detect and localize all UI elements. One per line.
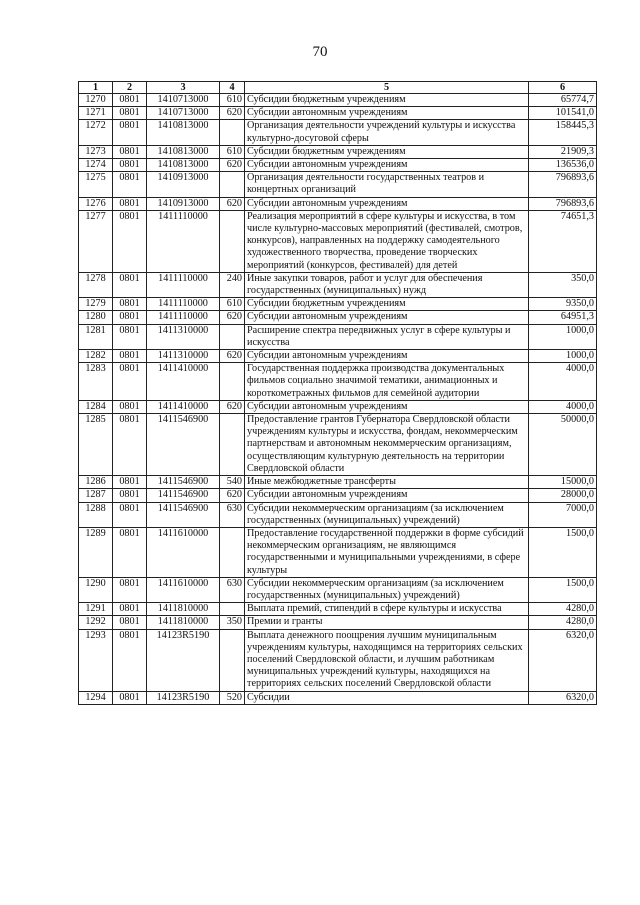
table-row [79,527,597,577]
item-name: Субсидии автономным учреждениям [245,159,529,172]
expense-kind: 620 [220,489,245,502]
expense-kind: 620 [220,159,245,172]
table-row [79,363,597,401]
section-code: 0801 [113,691,147,704]
section-code: 0801 [113,527,147,577]
target-code: 1410813000 [147,145,220,158]
expense-kind [220,120,245,145]
header-col-5: 5 [245,82,529,94]
item-name: Субсидии автономным учреждениям [245,350,529,363]
amount: 65774,7 [529,94,597,107]
section-code: 0801 [113,414,147,476]
expense-kind [220,363,245,401]
table-row [79,210,597,272]
expense-kind: 620 [220,311,245,324]
section-code: 0801 [113,145,147,158]
table-row [79,691,597,704]
item-name: Субсидии автономным учреждениям [245,311,529,324]
row-number: 1290 [79,577,113,602]
table-row [79,107,597,120]
row-number: 1278 [79,272,113,297]
table-row [79,577,597,602]
table-row [79,120,597,145]
amount: 136536,0 [529,159,597,172]
expense-kind: 610 [220,145,245,158]
section-code: 0801 [113,400,147,413]
header-col-6: 6 [529,82,597,94]
amount: 28000,0 [529,489,597,502]
expense-kind: 540 [220,476,245,489]
table-row [79,603,597,616]
target-code: 1410913000 [147,197,220,210]
expense-kind: 240 [220,272,245,297]
expense-kind [220,414,245,476]
item-name: Субсидии [245,691,529,704]
target-code: 14123R5190 [147,691,220,704]
row-number: 1291 [79,603,113,616]
section-code: 0801 [113,311,147,324]
section-code: 0801 [113,107,147,120]
section-code: 0801 [113,120,147,145]
amount: 4000,0 [529,363,597,401]
item-name: Выплата денежного поощрения лучшим муниципальным учреждениям культуры, находящимся на территориях сельских поселений Свердловской области, и лучшим работникам муниципальных учреждений культуры, находящихся на территориях сельских поселений Свердловской области [245,629,529,691]
table-row [79,502,597,527]
target-code: 1411810000 [147,603,220,616]
item-name: Иные закупки товаров, работ и услуг для обеспечения государственных (муниципальных) нужд [245,272,529,297]
item-name: Субсидии некоммерческим организациям (за исключением государственных (муниципальных) учреждений) [245,577,529,602]
table-row [79,311,597,324]
target-code: 1411546900 [147,502,220,527]
section-code: 0801 [113,324,147,349]
row-number: 1279 [79,298,113,311]
target-code: 1411546900 [147,489,220,502]
row-number: 1285 [79,414,113,476]
section-code: 0801 [113,159,147,172]
item-name: Субсидии автономным учреждениям [245,197,529,210]
table-row [79,272,597,297]
amount: 9350,0 [529,298,597,311]
item-name: Премии и гранты [245,616,529,629]
table-row [79,616,597,629]
table-row [79,414,597,476]
section-code: 0801 [113,94,147,107]
header-col-4: 4 [220,82,245,94]
table-row [79,324,597,349]
item-name: Выплата премий, стипендий в сфере культуры и искусства [245,603,529,616]
row-number: 1284 [79,400,113,413]
expense-kind [220,172,245,197]
expense-kind [220,527,245,577]
amount: 101541,0 [529,107,597,120]
table-row [79,159,597,172]
target-code: 1411810000 [147,616,220,629]
section-code: 0801 [113,298,147,311]
row-number: 1281 [79,324,113,349]
target-code: 1411610000 [147,527,220,577]
section-code: 0801 [113,476,147,489]
item-name: Субсидии бюджетным учреждениям [245,94,529,107]
row-number: 1275 [79,172,113,197]
row-number: 1283 [79,363,113,401]
expense-kind: 610 [220,94,245,107]
target-code: 1411610000 [147,577,220,602]
target-code: 1411546900 [147,476,220,489]
expense-kind: 610 [220,298,245,311]
amount: 64951,3 [529,311,597,324]
amount: 1000,0 [529,350,597,363]
row-number: 1293 [79,629,113,691]
section-code: 0801 [113,577,147,602]
amount: 796893,6 [529,197,597,210]
amount: 15000,0 [529,476,597,489]
row-number: 1276 [79,197,113,210]
row-number: 1286 [79,476,113,489]
expense-kind [220,629,245,691]
expense-kind: 620 [220,197,245,210]
table-row [79,145,597,158]
section-code: 0801 [113,489,147,502]
target-code: 1411110000 [147,311,220,324]
row-number: 1273 [79,145,113,158]
item-name: Государственная поддержка производства документальных фильмов социально значимой тематики, анимационных и короткометражных фильмов для семейной аудитории [245,363,529,401]
expense-kind: 620 [220,400,245,413]
expense-kind [220,603,245,616]
item-name: Субсидии автономным учреждениям [245,107,529,120]
target-code: 1411546900 [147,414,220,476]
table-row [79,400,597,413]
section-code: 0801 [113,350,147,363]
item-name: Предоставление государственной поддержки в форме субсидий некоммерческим организациям, не являющимся государственными и муниципальными учреждениями, в сфере культуры [245,527,529,577]
budget-table [78,81,597,705]
table-row [79,350,597,363]
table-row [79,629,597,691]
amount: 21909,3 [529,145,597,158]
item-name: Реализация мероприятий в сфере культуры и искусства, в том числе культурно-массовых мероприятий (фестивалей, смотров, конкурсов), направленных на поддержку самодеятельного художественного творчества, проведение творческих мероприятий (конкурсов, фестивалей) для детей [245,210,529,272]
target-code: 1411410000 [147,363,220,401]
amount: 1000,0 [529,324,597,349]
target-code: 1411310000 [147,324,220,349]
item-name: Предоставление грантов Губернатора Свердловской области учреждениям культуры и искусства, фондам, некоммерческим партнерствам и автономным некоммерческим организациям, осуществляющим культурную деятельность на территории Свердловской области [245,414,529,476]
table-header-row [79,82,597,94]
table-row [79,94,597,107]
item-name: Организация деятельности учреждений культуры и искусства культурно-досуговой сферы [245,120,529,145]
target-code: 1411310000 [147,350,220,363]
section-code: 0801 [113,616,147,629]
table-body [79,94,597,705]
row-number: 1289 [79,527,113,577]
row-number: 1294 [79,691,113,704]
row-number: 1274 [79,159,113,172]
row-number: 1272 [79,120,113,145]
item-name: Субсидии бюджетным учреждениям [245,298,529,311]
amount: 6320,0 [529,629,597,691]
table-row [79,298,597,311]
section-code: 0801 [113,629,147,691]
row-number: 1280 [79,311,113,324]
amount: 1500,0 [529,527,597,577]
expense-kind: 630 [220,502,245,527]
header-col-2: 2 [113,82,147,94]
section-code: 0801 [113,210,147,272]
amount: 6320,0 [529,691,597,704]
row-number: 1292 [79,616,113,629]
row-number: 1277 [79,210,113,272]
section-code: 0801 [113,502,147,527]
table-row [79,476,597,489]
table-row [79,172,597,197]
target-code: 1411110000 [147,298,220,311]
table-row [79,489,597,502]
amount: 1500,0 [529,577,597,602]
amount: 158445,3 [529,120,597,145]
table-row [79,197,597,210]
header-col-1: 1 [79,82,113,94]
section-code: 0801 [113,363,147,401]
target-code: 1410813000 [147,120,220,145]
item-name: Субсидии некоммерческим организациям (за исключением государственных (муниципальных) учреждений) [245,502,529,527]
target-code: 1411110000 [147,272,220,297]
row-number: 1270 [79,94,113,107]
amount: 50000,0 [529,414,597,476]
amount: 350,0 [529,272,597,297]
section-code: 0801 [113,272,147,297]
amount: 4000,0 [529,400,597,413]
item-name: Субсидии автономным учреждениям [245,489,529,502]
amount: 796893,6 [529,172,597,197]
expense-kind: 630 [220,577,245,602]
section-code: 0801 [113,603,147,616]
target-code: 14123R5190 [147,629,220,691]
target-code: 1411110000 [147,210,220,272]
row-number: 1271 [79,107,113,120]
item-name: Организация деятельности государственных театров и концертных организаций [245,172,529,197]
expense-kind [220,210,245,272]
item-name: Расширение спектра передвижных услуг в сфере культуры и искусства [245,324,529,349]
item-name: Субсидии автономным учреждениям [245,400,529,413]
amount: 74651,3 [529,210,597,272]
page-number: 70 [312,44,328,60]
section-code: 0801 [113,197,147,210]
item-name: Иные межбюджетные трансферты [245,476,529,489]
target-code: 1410913000 [147,172,220,197]
expense-kind: 520 [220,691,245,704]
expense-kind: 350 [220,616,245,629]
expense-kind: 620 [220,107,245,120]
amount: 4280,0 [529,616,597,629]
header-col-3: 3 [147,82,220,94]
amount: 4280,0 [529,603,597,616]
expense-kind [220,324,245,349]
target-code: 1410713000 [147,107,220,120]
item-name: Субсидии бюджетным учреждениям [245,145,529,158]
target-code: 1411410000 [147,400,220,413]
expense-kind: 620 [220,350,245,363]
target-code: 1410713000 [147,94,220,107]
target-code: 1410813000 [147,159,220,172]
row-number: 1288 [79,502,113,527]
row-number: 1282 [79,350,113,363]
row-number: 1287 [79,489,113,502]
section-code: 0801 [113,172,147,197]
amount: 7000,0 [529,502,597,527]
